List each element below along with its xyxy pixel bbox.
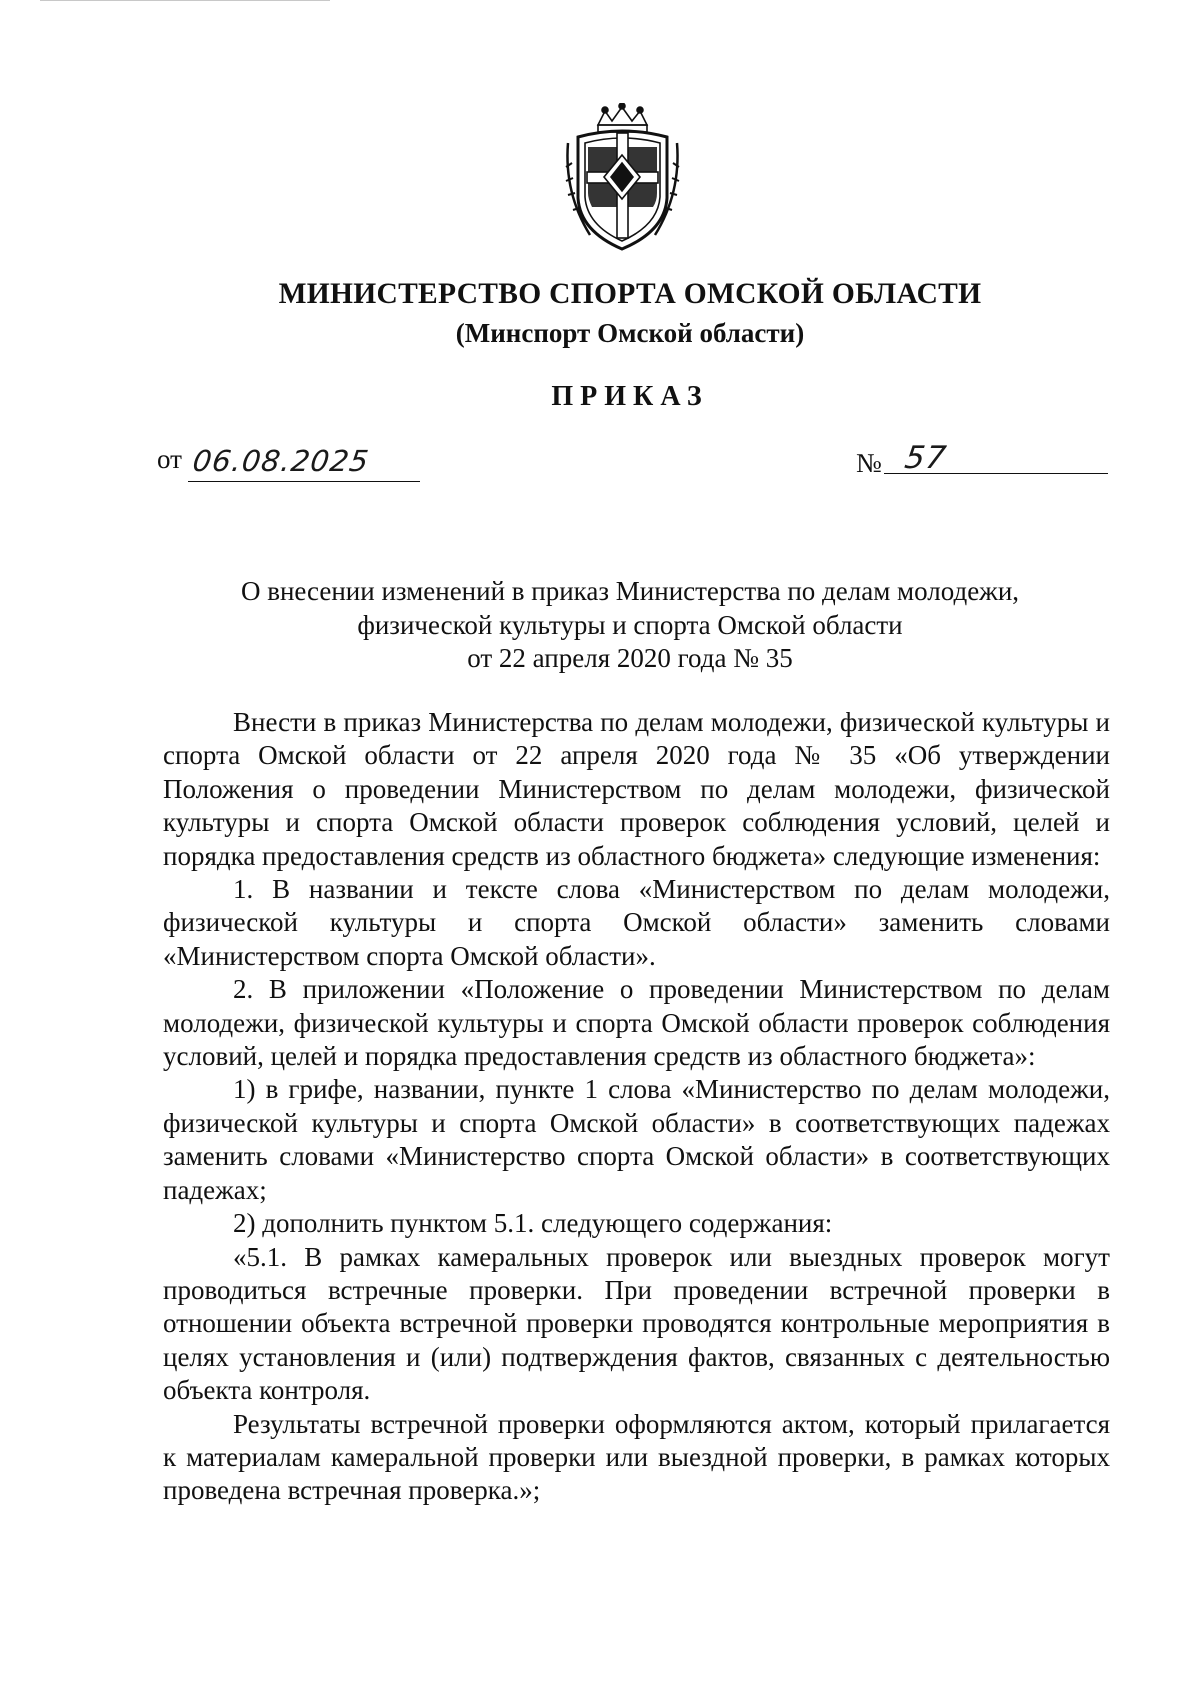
body-paragraph: 2) дополнить пунктом 5.1. следующего содержания:: [233, 1208, 833, 1239]
date-label: от: [157, 444, 182, 474]
omsk-region-coat-of-arms-icon: [560, 103, 685, 253]
body-paragraph: 2. В приложении «Положение о проведении Министерством по делам молодежи, физической культуры и спорта Омской области проверок соблюдения условий, целей и порядка предоставления средств из областного бюджета»:: [163, 974, 1110, 1072]
scan-edge-line: [40, 0, 330, 3]
document-type: ПРИКАЗ: [551, 381, 709, 412]
order-number: 57: [902, 440, 949, 476]
number-underline: [884, 473, 1108, 474]
subject-line: физической культуры и спорта Омской области: [357, 609, 903, 640]
body-paragraph: 1. В названии и тексте слова «Министерством по делам молодежи, физической культуры и спорта Омской области» заменить словами «Министерством спорта Омской области».: [163, 874, 1110, 971]
organization-short-name: (Минспорт Омской области): [455, 318, 805, 348]
body-paragraph: Внести в приказ Министерства по делам молодежи, физической культуры и спорта Омской области от 22 апреля 2020 года № 35 «Об утверждении Положения о проведении Министерством по делам молодежи, физической культуры и спорта Омской области проверок соблюдения условий, целей и порядка предоставления средств из областного бюджета» следующие изменения:: [163, 707, 1110, 871]
body-paragraph: 1) в грифе, названии, пункте 1 слова «Министерство по делам молодежи, физической культуры и спорта Омской области» в соответствующих падежах заменить словами «Министерство спорта Омской области» в соответствующих падежах;: [163, 1074, 1110, 1205]
date-underline: [188, 481, 420, 482]
order-body: [163, 706, 1110, 1508]
order-subject: [140, 575, 1120, 676]
number-label: №: [856, 448, 882, 478]
body-paragraph: «5.1. В рамках камеральных проверок или выездных проверок могут проводиться встречные проверки. При проведении встречной проверки в отношении объекта встречной проверки проводятся контрольные мероприятия в целях установления и (или) подтверждения фактов, связанных с деятельностью объекта контроля.: [163, 1241, 1110, 1406]
body-paragraph: Результаты встречной проверки оформляются актом, который прилагается к материалам камеральной проверки или выездной проверки, в рамках которых проведена встречная проверка.»;: [163, 1408, 1110, 1506]
subject-line: О внесении изменений в приказ Министерства по делам молодежи,: [240, 576, 1020, 606]
organization-name: МИНИСТЕРСТВО СПОРТА ОМСКОЙ ОБЛАСТИ: [278, 278, 982, 310]
subject-line: от 22 апреля 2020 года № 35: [467, 643, 793, 673]
order-date: 06.08.2025: [190, 444, 372, 478]
